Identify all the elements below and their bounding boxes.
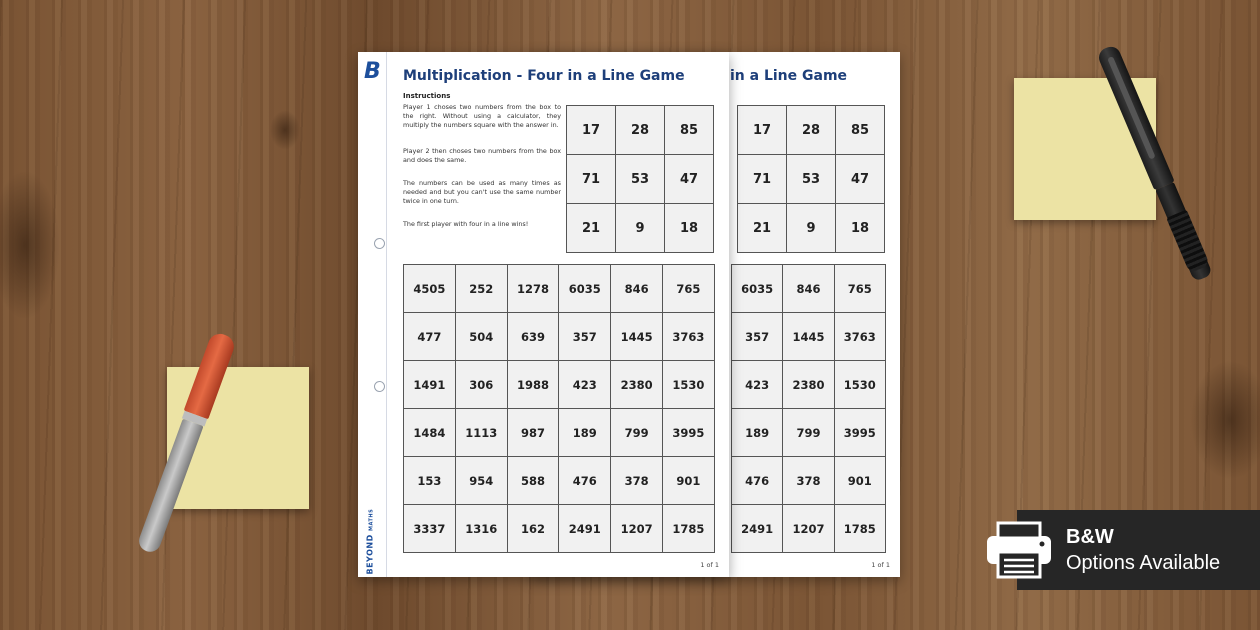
answer-cell: 477 (404, 313, 456, 361)
number-box-cell: 21 (738, 204, 787, 253)
punch-hole-icon (374, 381, 385, 392)
number-box-cell: 9 (787, 204, 836, 253)
answer-cell: 306 (456, 361, 508, 409)
number-box-cell: 9 (616, 204, 665, 253)
answer-cell: 3337 (404, 505, 456, 553)
instruction-step: The numbers can be used as many times as needed and but you can't use the same number twice in one turn. (403, 179, 561, 205)
number-box-cell: 17 (738, 106, 787, 155)
answer-cell: 162 (508, 505, 560, 553)
answer-cell: 765 (663, 265, 715, 313)
answer-cell: 378 (611, 457, 663, 505)
answer-cell: 3995 (835, 409, 886, 457)
answer-cell: 1445 (783, 313, 834, 361)
instruction-step: Player 1 choses two numbers from the box to the right. Without using a calculator, they multiply the numbers square with the answer in. (403, 103, 561, 129)
answer-cell: 3763 (835, 313, 886, 361)
printer-icon (984, 520, 1054, 580)
answer-cell: 3763 (663, 313, 715, 361)
answer-cell: 954 (456, 457, 508, 505)
number-box-cell: 85 (665, 106, 714, 155)
answer-grid (403, 264, 715, 553)
answer-cell: 1530 (663, 361, 715, 409)
number-box-cell: 71 (567, 155, 616, 204)
answer-cell: 476 (559, 457, 611, 505)
answer-cell: 588 (508, 457, 560, 505)
answer-cell: 1484 (404, 409, 456, 457)
number-box-cell: 53 (787, 155, 836, 204)
answer-cell: 1113 (456, 409, 508, 457)
instructions-heading: Instructions (403, 92, 451, 100)
instruction-step: Player 2 then choses two numbers from the box and does the same. (403, 147, 561, 164)
answer-cell: 189 (559, 409, 611, 457)
answer-cell: 189 (732, 409, 783, 457)
answer-cell: 6035 (559, 265, 611, 313)
answer-cell: 1530 (835, 361, 886, 409)
answer-cell: 1445 (611, 313, 663, 361)
instruction-step: The first player with four in a line wins! (403, 220, 529, 228)
wood-knot (0, 170, 60, 320)
number-box-cell: 47 (836, 155, 885, 204)
page-number: 1 of 1 (700, 561, 719, 569)
answer-cell: 1988 (508, 361, 560, 409)
bw-title: B&W (1066, 526, 1114, 548)
number-box-cell: 53 (616, 155, 665, 204)
answer-cell: 799 (611, 409, 663, 457)
bw-subtitle: Options Available (1066, 552, 1221, 574)
answer-cell: 357 (732, 313, 783, 361)
answer-cell: 639 (508, 313, 560, 361)
answer-cell: 4505 (404, 265, 456, 313)
brand-sub: MATHS (368, 508, 375, 531)
answer-cell: 987 (508, 409, 560, 457)
number-box-cell: 17 (567, 106, 616, 155)
answer-cell: 846 (783, 265, 834, 313)
answer-cell: 504 (456, 313, 508, 361)
brand-vertical (365, 508, 375, 575)
worksheet-front (358, 52, 729, 577)
answer-cell: 765 (835, 265, 886, 313)
number-box-cell: 85 (836, 106, 885, 155)
number-box (566, 105, 714, 253)
brand-rail (358, 52, 387, 577)
wood-knot (1190, 360, 1260, 480)
answer-cell: 2380 (783, 361, 834, 409)
number-box-cell: 28 (616, 106, 665, 155)
beyond-logo-icon: B (364, 59, 381, 84)
answer-cell: 3995 (663, 409, 715, 457)
answer-cell: 2380 (611, 361, 663, 409)
worksheet-title: Multiplication - Four in a Line Game (403, 68, 685, 84)
number-box-cell: 18 (665, 204, 714, 253)
answer-cell: 423 (732, 361, 783, 409)
number-box-cell: 71 (738, 155, 787, 204)
answer-cell: 252 (456, 265, 508, 313)
answer-cell: 901 (835, 457, 886, 505)
wood-knot (270, 110, 300, 150)
answer-cell: 1785 (835, 505, 886, 553)
answer-cell: 1278 (508, 265, 560, 313)
brand-name: BEYOND (365, 534, 375, 575)
answer-cell: 901 (663, 457, 715, 505)
answer-cell: 846 (611, 265, 663, 313)
answer-cell: 1207 (783, 505, 834, 553)
answer-cell: 476 (732, 457, 783, 505)
answer-grid-back (731, 264, 886, 553)
answer-cell: 378 (783, 457, 834, 505)
answer-cell: 1207 (611, 505, 663, 553)
answer-cell: 357 (559, 313, 611, 361)
answer-cell: 2491 (732, 505, 783, 553)
answer-cell: 799 (783, 409, 834, 457)
page-number-back: 1 of 1 (871, 561, 890, 569)
worksheet-back-title: in a Line Game (730, 68, 848, 84)
number-box-cell: 18 (836, 204, 885, 253)
number-box-cell: 28 (787, 106, 836, 155)
answer-cell: 1316 (456, 505, 508, 553)
instructions (403, 92, 561, 246)
answer-cell: 2491 (559, 505, 611, 553)
punch-hole-icon (374, 238, 385, 249)
number-box-back (737, 105, 885, 253)
answer-cell: 423 (559, 361, 611, 409)
answer-cell: 1491 (404, 361, 456, 409)
number-box-cell: 21 (567, 204, 616, 253)
answer-cell: 6035 (732, 265, 783, 313)
answer-cell: 1785 (663, 505, 715, 553)
answer-cell: 153 (404, 457, 456, 505)
number-box-cell: 47 (665, 155, 714, 204)
pen-grip (1166, 209, 1210, 273)
